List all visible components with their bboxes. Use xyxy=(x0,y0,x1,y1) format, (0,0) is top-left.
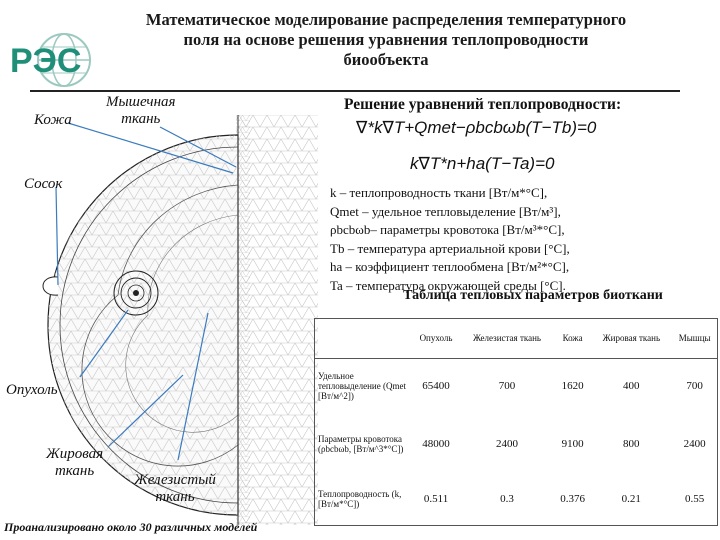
col-header: Опухоль xyxy=(419,333,453,343)
definition-item: k – теплопроводность ткани [Вт/м*°С], xyxy=(330,185,548,200)
label-fat: Жировая ткань xyxy=(46,446,104,479)
col-header: Жировая ткань xyxy=(602,333,661,343)
table-cell: 2400 xyxy=(683,438,706,450)
table-header-row xyxy=(314,318,718,358)
table-row xyxy=(314,414,718,474)
table-row xyxy=(314,358,718,414)
table-cell: 700 xyxy=(686,380,703,392)
col-header: Мышцы xyxy=(678,333,711,343)
label-nipple: Сосок xyxy=(24,176,63,192)
table-cell: 48000 xyxy=(422,438,450,450)
logo-text: РЭС xyxy=(10,42,82,80)
page-title xyxy=(86,10,686,70)
table-cell: 65400 xyxy=(422,380,450,392)
table-cell: 9100 xyxy=(561,438,584,450)
label-tumor: Опухоль xyxy=(6,382,58,398)
footer-note: Проанализировано около 30 различных моделей xyxy=(4,520,258,534)
label-gland: Железистый ткань xyxy=(134,472,216,505)
title-line-2: поля на основе решения уравнения теплопроводности xyxy=(183,30,589,49)
table-cell: 400 xyxy=(623,380,640,392)
table-cell: 0.376 xyxy=(560,493,585,505)
col-header: Железистая ткань xyxy=(472,333,542,343)
definition-item: Ta – температура окружающей среды [°С]. xyxy=(330,277,566,293)
thermal-params-table xyxy=(314,318,718,524)
equation-1: ∇*k∇T+Qmet−ρbcbωb(T−Tb)=0 xyxy=(356,118,597,137)
table-header-divider xyxy=(314,358,718,359)
table-cell: 0.21 xyxy=(621,493,641,505)
definition-item: Tb – температура артериальной крови [°С], xyxy=(330,240,570,256)
row-header: Удельное тепловыделение (Qmet [Вт/м^2]) xyxy=(318,371,406,401)
title-divider xyxy=(30,90,680,92)
label-skin: Кожа xyxy=(34,112,72,128)
row-header: Теплопроводность (k,[Вт/м*°С]) xyxy=(318,489,402,509)
definition-item: ha – коэффициент теплообмена [Вт/м²*°С], xyxy=(330,259,570,275)
table-cell: 0.3 xyxy=(500,493,514,505)
table-corner xyxy=(314,318,412,358)
title-line-3: биообъекта xyxy=(343,50,429,69)
solution-title: Решение уравнений теплопроводности: xyxy=(344,96,622,113)
table-cell: 1620 xyxy=(561,380,584,392)
table-cell: 700 xyxy=(498,380,516,392)
table-cell: 800 xyxy=(623,438,640,450)
table-cell: 0.55 xyxy=(685,493,705,505)
table-title: Таблица тепловых параметров биоткани xyxy=(403,288,663,303)
table-cell: 2400 xyxy=(495,438,518,450)
equation-2: k∇T*n+ha(T−Ta)=0 xyxy=(410,154,555,173)
definition-item: Qmet – удельное тепловыделение [Вт/м³], xyxy=(330,203,561,219)
definition-item: ρbcbωb– параметры кровотока [Вт/м³*°С], xyxy=(330,222,565,238)
row-header: Параметры кровотока (ρbcbωb, [Вт/м^3*°С]) xyxy=(318,434,404,454)
definitions-list xyxy=(330,184,710,296)
col-header: Кожа xyxy=(562,333,583,343)
table-cell: 0.511 xyxy=(423,493,449,505)
title-line-1: Математическое моделирование распределения температурного xyxy=(145,10,627,29)
table-row xyxy=(314,474,718,524)
label-muscle: Мышечная ткань xyxy=(106,94,176,127)
